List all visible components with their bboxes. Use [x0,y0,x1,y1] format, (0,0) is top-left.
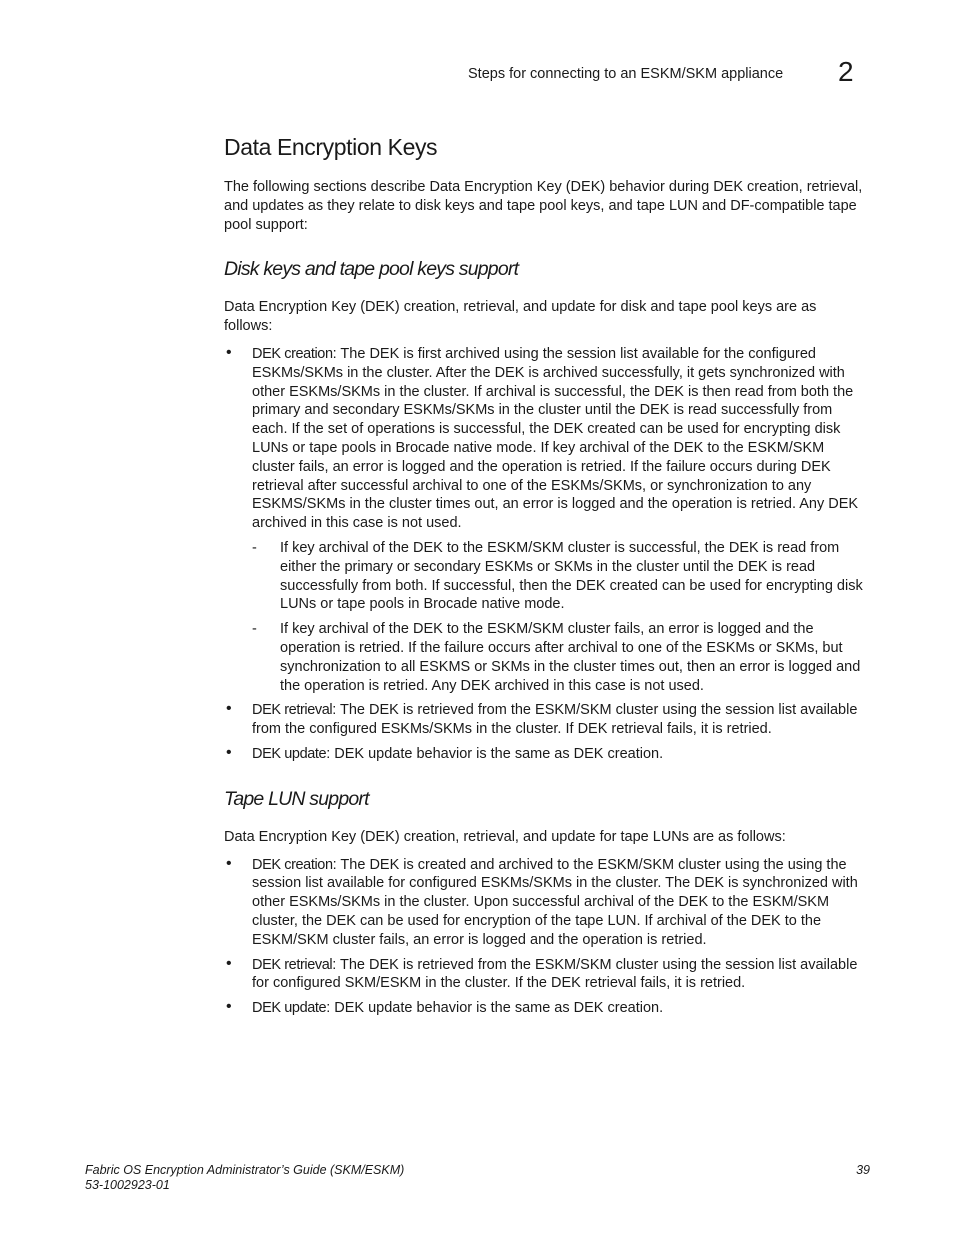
list-item [224,701,868,739]
disk-keys-intro: Data Encryption Key (DEK) creation, retrieval, and update for disk and tape pool keys are as follows: [224,299,817,335]
list-item-term: DEK update [252,1000,327,1017]
list-item-term: DEK creation [252,856,333,873]
disk-keys-heading: Disk keys and tape pool keys support [224,258,519,281]
list-item-term: DEK retrieval [252,956,333,973]
page-number: 39 [856,1163,870,1177]
list-item [224,999,868,1018]
section-title: Data Encryption Keys [224,134,438,160]
doc-number: 53-1002923-01 [85,1178,170,1192]
running-header-title: Steps for connecting to an ESKM/SKM appliance [468,66,784,82]
sub-list-item: - If key archival of the DEK to the ESKM/SKM cluster fails, an error is logged and the operation is retried. If the failure occurs after archival to one of the ESKMs or SKMs, but synchronization to all ESKMS or SKMs in the cluster times out, then an error is logged and the operation is retried. Any DEK archived in this case is not used. [252,620,868,695]
list-item [224,856,868,950]
tape-lun-intro: Data Encryption Key (DEK) creation, retrieval, and update for tape LUNs are as follows: [224,828,786,845]
book-title: Fabric OS Encryption Administrator’s Guide (SKM/ESKM) [85,1163,405,1177]
chapter-number: 2 [838,56,854,87]
tape-lun-section [224,786,868,1018]
list-item [224,956,868,994]
sub-list-item: - If key archival of the DEK to the ESKM/SKM cluster is successful, the DEK is read from either the primary or secondary ESKMs or SKMs in the cluster until the DEK is read successfully from both. If successful, then the DEK created can be used for encrypting disk LUNs or tape pools in Brocade native mode. [252,539,868,614]
list-item-text: : The DEK is retrieved from the ESKM/SKM cluster using the session list available from the configured ESKMs/SKMs in the cluster. If DEK retrieval fails, it is retried. [252,702,858,738]
sub-list [252,539,868,695]
list-item-text: : DEK update behavior is the same as DEK creation. [326,745,664,762]
disk-keys-list [224,345,868,764]
tape-lun-heading: Tape LUN support [224,787,369,810]
list-item-term: DEK update [252,745,327,762]
tape-lun-list [224,856,868,1018]
list-item-text: : The DEK is first archived using the session list available for the configured ESKMs/SKMs in the cluster. After the DEK is archived successfully, it gets synchronized with other ESKMs/SKMs in the cluster. If archival is successful, the DEK is then read from both the primary and secondary ESKMs/SKMs in the cluster until the DEK is read successfully from each. If the set of operations is successful, the DEK created can be used for encrypting disk LUNs or tape pools in Brocade native mode. If key archival of the DEK to the ESKM/SKM cluster fails, an error is logged and the operation is retried. If the failure occurs during DEK retrieval after successful archival to one of the ESKMs/SKMs, or synchronization to any ESKMS/SKMs in the cluster times out, an error is logged and the operation is retried. Any DEK archived in this case is not used. [252,345,859,532]
page-footer [85,1163,870,1193]
page-header [0,56,954,96]
list-item [224,745,868,764]
section-intro: The following sections describe Data Encryption Key (DEK) behavior during DEK creation, retrieval, and updates as they relate to disk keys and tape pool keys, and tape LUN and DF-compatible tape pool support: [224,179,863,233]
list-item-text: : DEK update behavior is the same as DEK creation. [326,1000,664,1017]
main-content [224,130,868,1024]
list-item-text: : The DEK is created and archived to the ESKM/SKM cluster using the using the session list available for configured ESKMs/SKMs in the cluster. The DEK is synchronized with other ESKMs/SKMs in the cluster. Upon successful archival of the DEK to the ESKM/SKM cluster, the DEK can be used for encryption of the tape LUN. If archival of the DEK to the ESKM/SKM cluster fails, an error is logged and the operation is retried. [252,856,858,948]
list-item-text: : The DEK is retrieved from the ESKM/SKM cluster using the session list available for configured SKM/ESKM in the cluster. If the DEK retrieval fails, it is retried. [252,956,858,992]
list-item [224,345,868,695]
list-item-term: DEK retrieval [252,702,333,719]
disk-keys-section [224,256,868,763]
list-item-term: DEK creation [252,345,333,362]
